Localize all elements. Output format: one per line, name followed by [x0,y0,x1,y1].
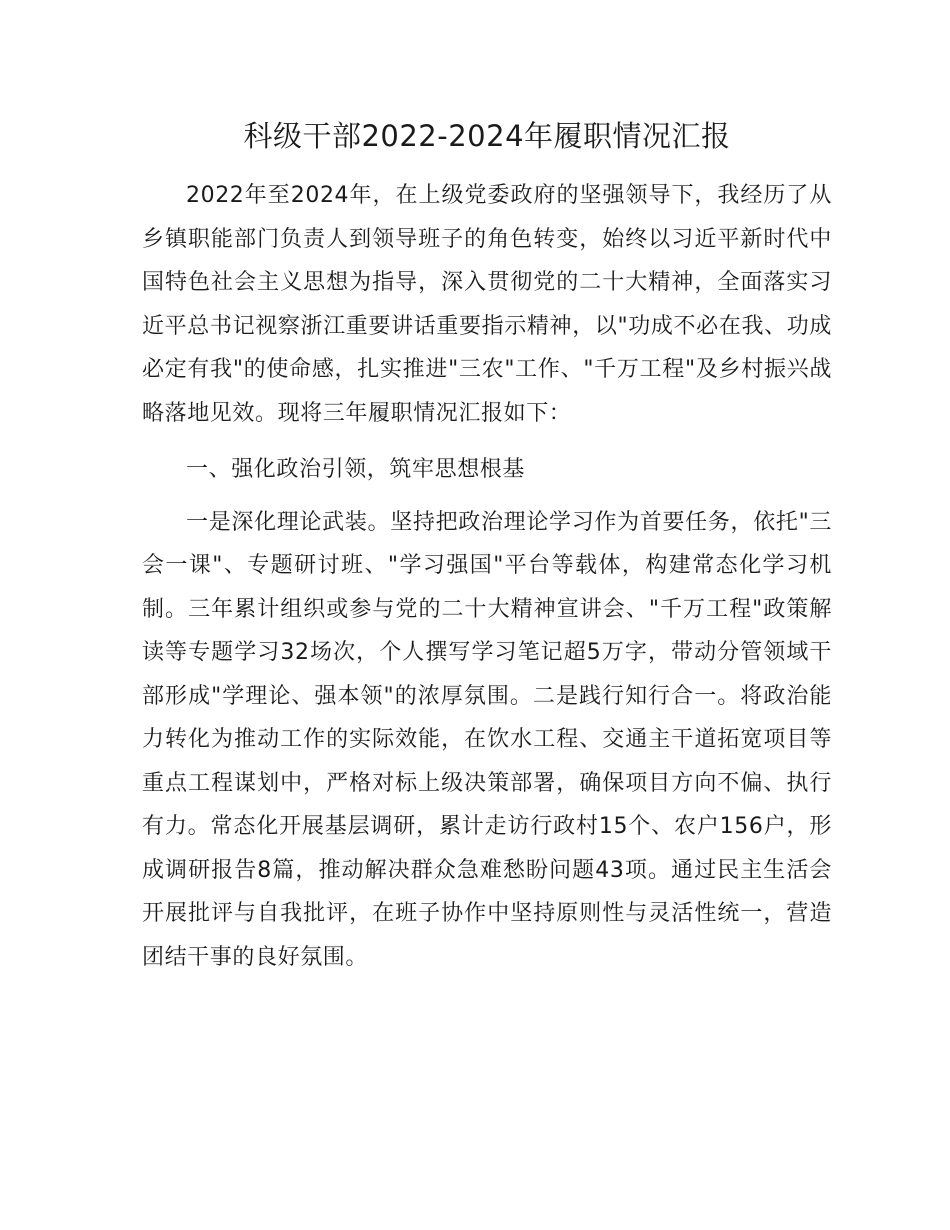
document-title: 科级干部2022-2024年履职情况汇报 [243,119,731,153]
document-content [142,112,832,979]
section-body-paragraph: 一是深化理论武装。坚持把政治理论学习作为首要任务，依托"三会一课"、专题研讨班、"学习强国"平台等载体，构建常态化学习机制。三年累计组织或参与党的二十大精神宣讲会、"千万工程"政策解读等专题学习32场次，个人撰写学习笔记超5万字，带动分管领域干部形成"学理论、强本领"的浓厚氛围。二是践行知行合一。将政治能力转化为推动工作的实际效能，在饮水工程、交通主干道拓宽项目等重点工程谋划中，严格对标上级决策部署，确保项目方向不偏、执行有力。常态化开展基层调研，累计走访行政村15个、农户156户，形成调研报告8篇，推动解决群众急难愁盼问题43项。通过民主生活会开展批评与自我批评，在班子协作中坚持原则性与灵活性统一，营造团结干事的良好氛围。 [142,509,832,970]
intro-paragraph: 2022年至2024年，在上级党委政府的坚强领导下，我经历了从乡镇职能部门负责人到领导班子的角色转变，始终以习近平新时代中国特色社会主义思想为指导，深入贯彻党的二十大精神，全面落实习近平总书记视察浙江重要讲话重要指示精神，以"功成不必在我、功成必定有我"的使命感，扎实推进"三农"工作、"千万工程"及乡村振兴战略落地见效。现将三年履职情况汇报如下： [142,183,832,426]
section-heading: 一、强化政治引领，筑牢思想根基 [186,457,526,482]
